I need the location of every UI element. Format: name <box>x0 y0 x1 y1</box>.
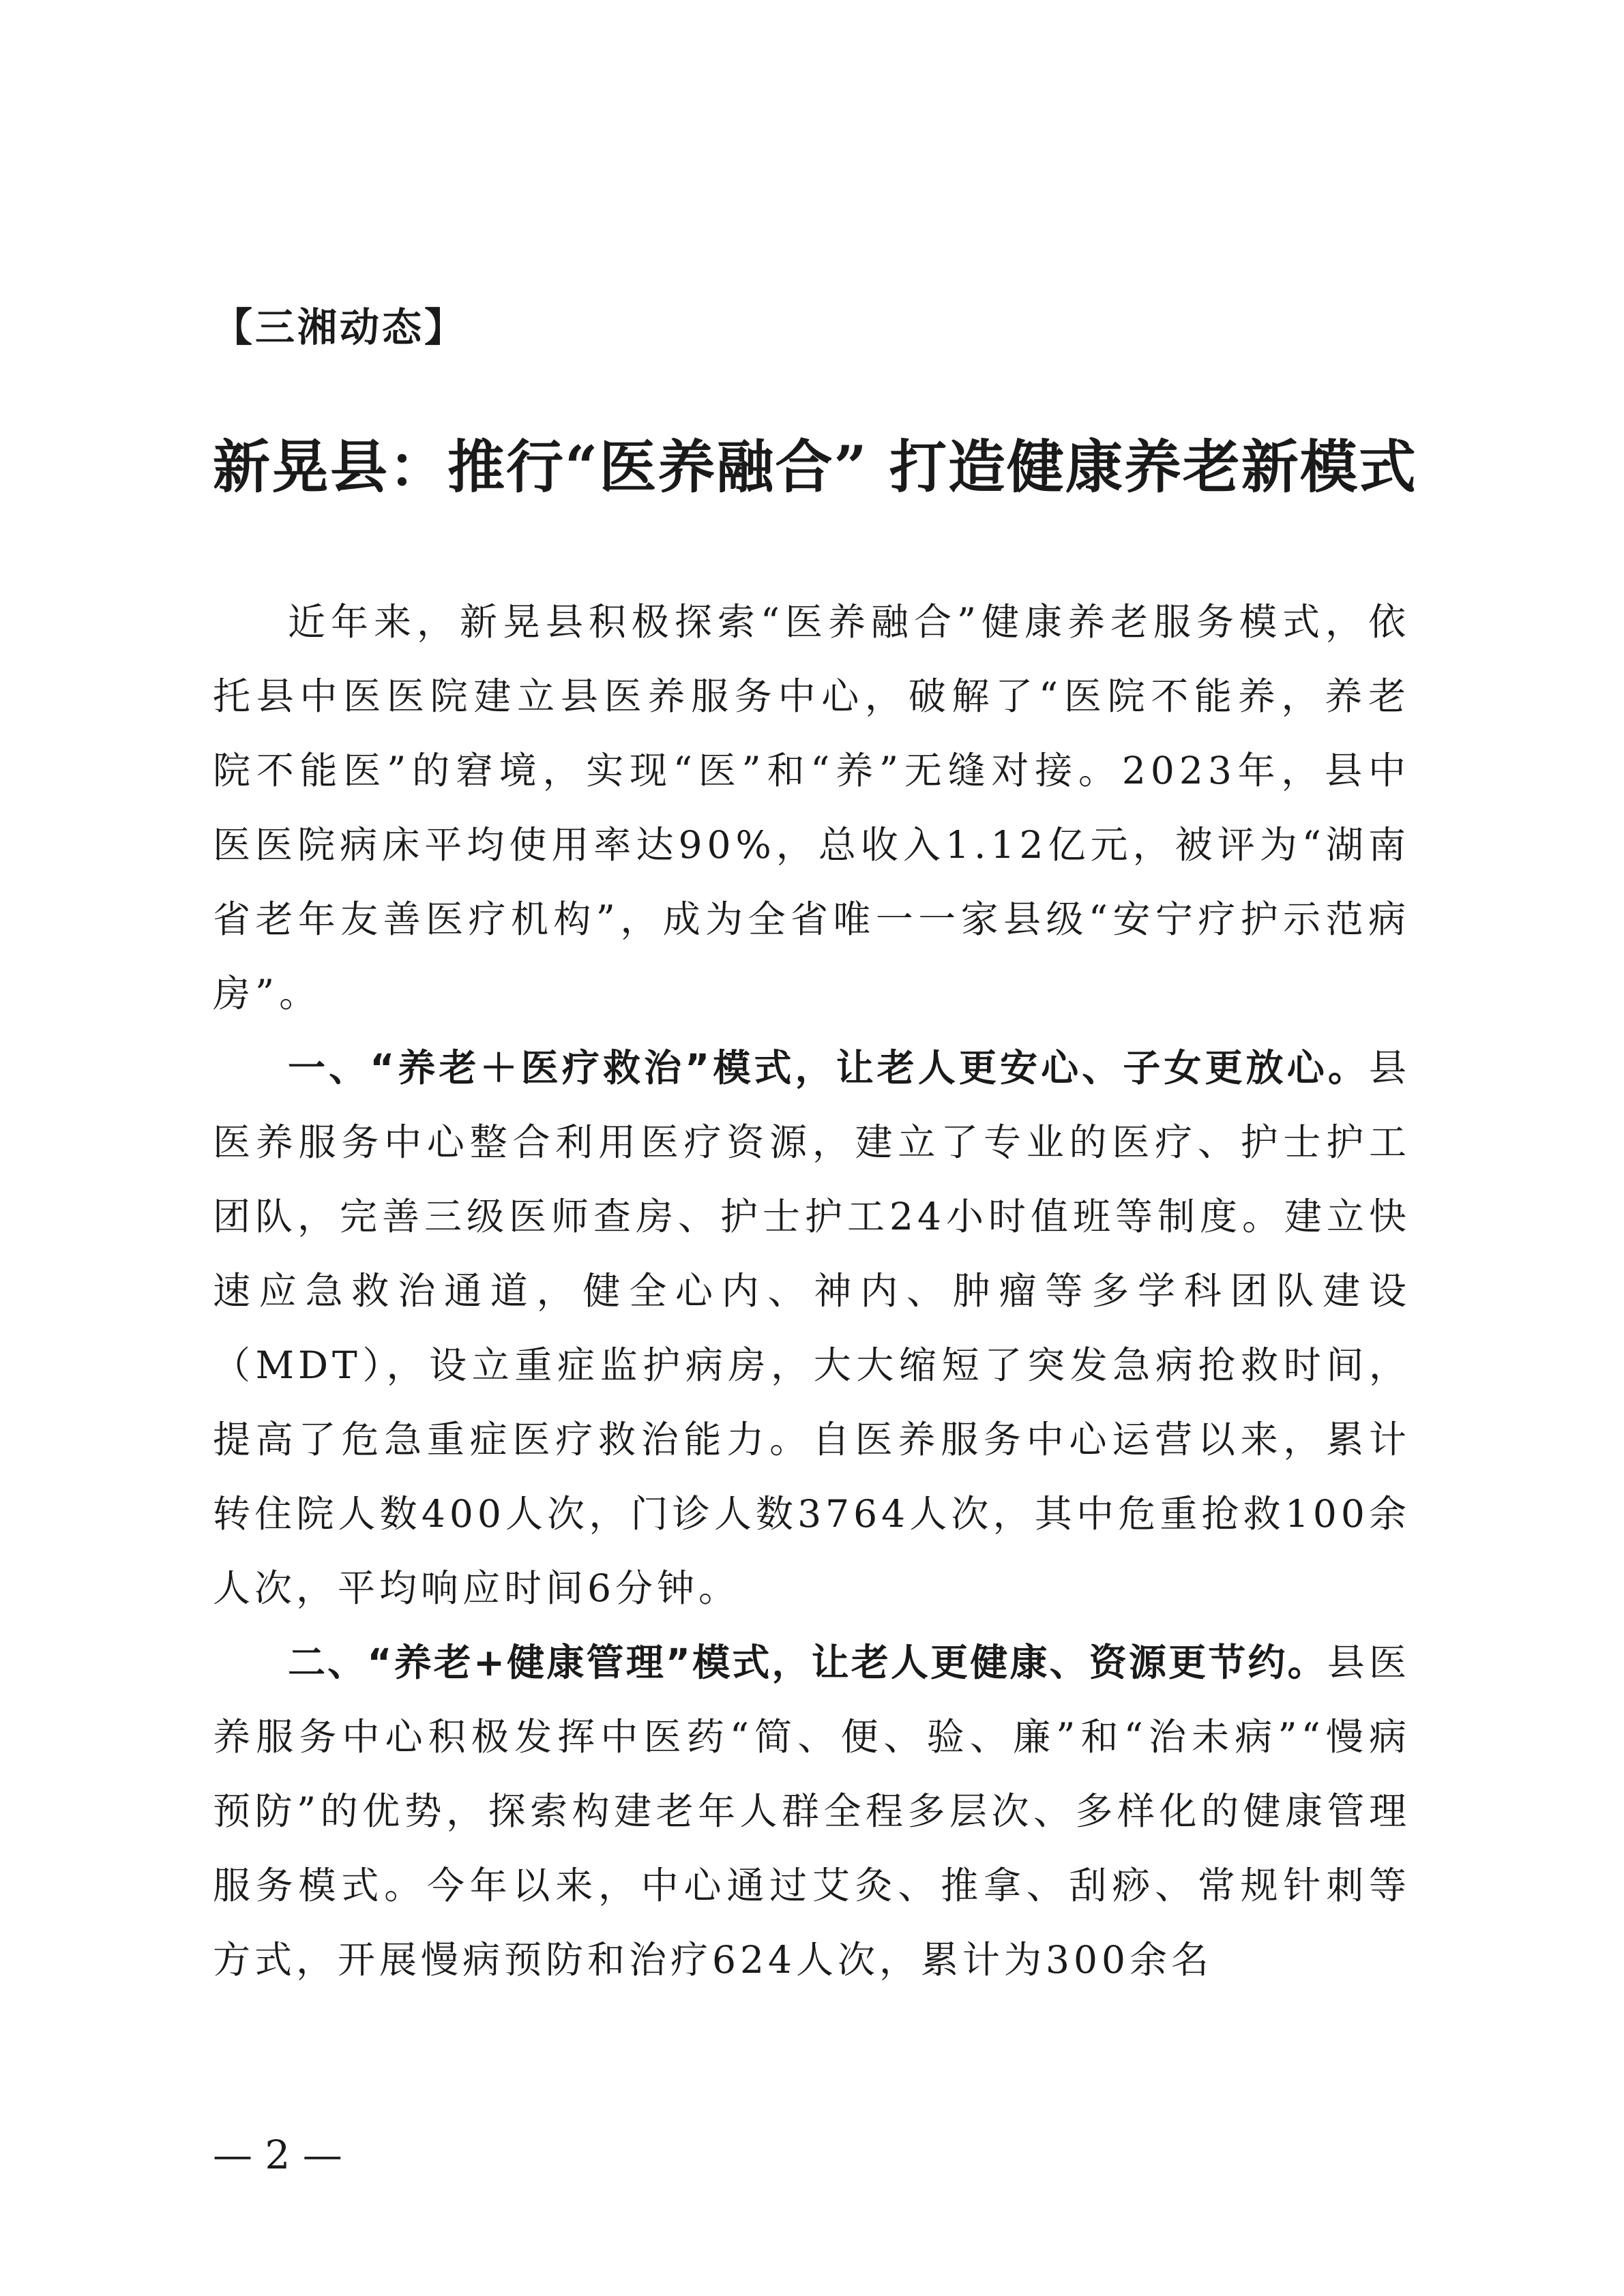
section-tag: 【三湘动态】 <box>213 304 467 351</box>
paragraph-lead: 二、“养老+健康管理”模式，让老人更健康、资源更节约。 <box>288 1641 1327 1684</box>
article-body <box>213 585 1411 1997</box>
page-number: — 2 — <box>213 2132 342 2178</box>
article-title: 新晃县：推行“医养融合” 打造健康养老新模式 <box>213 433 1417 501</box>
paragraph-text: 县医养服务中心积极发挥中医药“简、便、验、廉”和“治未病”“慢病预防”的优势，探索构建老年人群全程多层次、多样化的健康管理服务模式。今年以来，中心通过艾灸、推拿、刮痧、常规针刺等方式，开展慢病预防和治疗624人次，累计为300余名 <box>213 1641 1411 1982</box>
paragraph-text: 近年来，新晃县积极探索“医养融合”健康养老服务模式，依托县中医医院建立县医养服务中心，破解了“医院不能养，养老院不能医”的窘境，实现“医”和“养”无缝对接。2023年，县中医医院病床平均使用率达90%，总收入1.12亿元，被评为“湖南省老年友善医疗机构”，成为全省唯一一家县级“安宁疗护示范病房”。 <box>213 600 1411 1015</box>
paragraph-section-2 <box>213 1626 1411 1997</box>
paragraph-intro <box>213 585 1411 1031</box>
paragraph-lead: 一、“养老＋医疗救治”模式，让老人更安心、子女更放心。 <box>288 1046 1369 1090</box>
paragraph-section-1 <box>213 1031 1411 1626</box>
paragraph-text: 县医养服务中心整合利用医疗资源，建立了专业的医疗、护士护工团队，完善三级医师查房、护士护工24小时值班等制度。建立快速应急救治通道，健全心内、神内、肿瘤等多学科团队建设（MDT），设立重症监护病房，大大缩短了突发急病抢救时间，提高了危急重症医疗救治能力。自医养服务中心运营以来，累计转住院人数400人次，门诊人数3764人次，其中危重抢救100余人次，平均响应时间6分钟。 <box>213 1046 1411 1610</box>
